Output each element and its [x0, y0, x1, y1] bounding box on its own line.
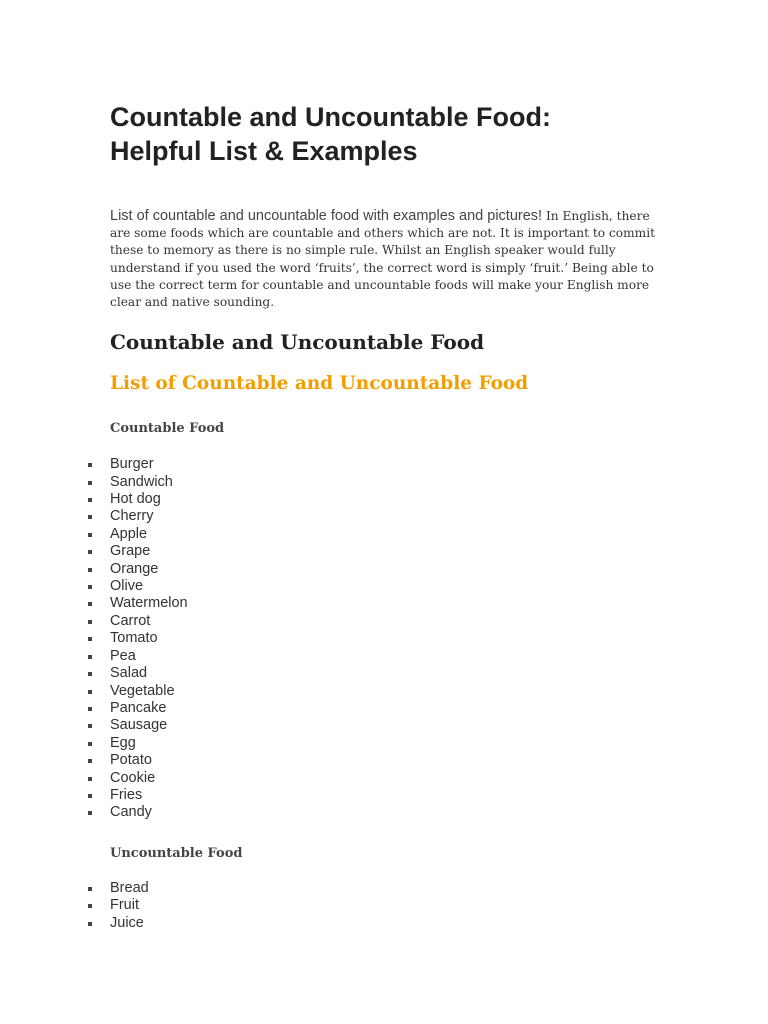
list-item: Grape: [110, 543, 670, 560]
list-item: Pancake: [110, 700, 670, 717]
article: [110, 100, 670, 932]
intro-body: In English, there are some foods which are countable and others which are not. It is important to commit these to memory as there is no simple rule. Whilst an English speaker would fully understand if you used the word ‘fruits’, the correct word is simply ‘fruit.’ Being able to use the correct term for countable and uncountable foods will make your English more clear and native sounding.: [110, 209, 656, 310]
countable-food-list: [110, 456, 670, 822]
list-item: Salad: [110, 665, 670, 682]
list-item: Burger: [110, 456, 670, 473]
uncountable-food-heading: Uncountable Food: [110, 845, 243, 861]
list-item: Orange: [110, 561, 670, 578]
list-item: Cookie: [110, 770, 670, 787]
list-item: Watermelon: [110, 595, 670, 612]
list-item: Hot dog: [110, 491, 670, 508]
list-item: Apple: [110, 526, 670, 543]
list-item: Sandwich: [110, 474, 670, 491]
list-item: Juice: [110, 915, 670, 932]
article-title-line-1: Countable and Uncountable Food:: [110, 102, 551, 132]
intro-paragraph: [110, 208, 660, 311]
list-item: Tomato: [110, 630, 670, 647]
intro-lead: List of countable and uncountable food with examples and pictures!: [110, 208, 543, 224]
list-item: Vegetable: [110, 683, 670, 700]
list-heading: List of Countable and Uncountable Food: [110, 373, 529, 395]
list-item: Fruit: [110, 897, 670, 914]
article-title-line-2: Helpful List & Examples: [110, 136, 418, 166]
section-heading: Countable and Uncountable Food: [110, 330, 485, 355]
countable-food-heading: Countable Food: [110, 421, 225, 437]
list-item: Carrot: [110, 613, 670, 630]
list-item: Egg: [110, 735, 670, 752]
list-item: Olive: [110, 578, 670, 595]
list-item: Cherry: [110, 508, 670, 525]
article-title: [110, 100, 670, 168]
list-item: Potato: [110, 752, 670, 769]
list-item: Bread: [110, 880, 670, 897]
list-item: Sausage: [110, 717, 670, 734]
list-item: Candy: [110, 804, 670, 821]
list-item: Fries: [110, 787, 670, 804]
list-item: Pea: [110, 648, 670, 665]
uncountable-food-list: [110, 880, 670, 932]
